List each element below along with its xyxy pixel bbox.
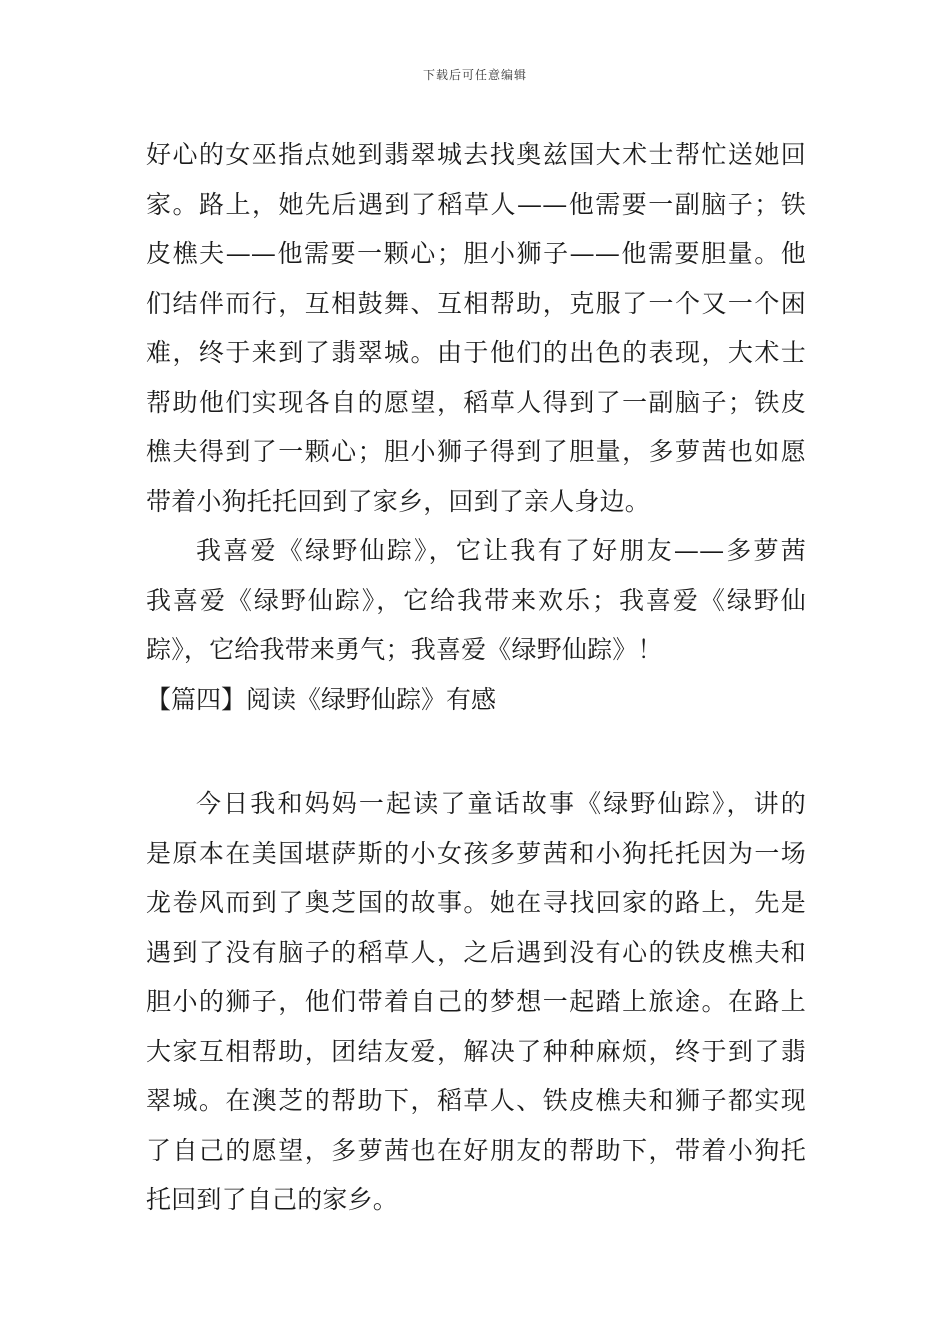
section-heading: 【篇四】阅读《绿野仙踪》有感 (146, 684, 497, 714)
text-line: 皮樵夫——他需要一颗心；胆小狮子——他需要胆量。他 (146, 239, 806, 268)
text-line: 帮助他们实现各自的愿望，稻草人得到了一副脑子；铁皮 (146, 387, 806, 417)
text-line: 了自己的愿望，多萝茜也在好朋友的帮助下，带着小狗托 (146, 1135, 806, 1165)
blank-space (146, 724, 806, 779)
document-body (146, 130, 806, 1225)
text-line: 我喜爱《绿野仙踪》，它给我带来欢乐；我喜爱《绿野仙 (146, 585, 806, 615)
text-line: 龙卷风而到了奥芝国的故事。她在寻找回家的路上，先是 (146, 888, 806, 917)
text-line: 好心的女巫指点她到翡翠城去找奥兹国大术士帮忙送她回 (146, 140, 806, 169)
text-line: 带着小狗托托回到了家乡，回到了亲人身边。 (146, 486, 651, 516)
text-line: 胆小的狮子，他们带着自己的梦想一起踏上旅途。在路上 (146, 987, 806, 1016)
text-line: 我喜爱《绿野仙踪》，它让我有了好朋友——多萝茜 (196, 536, 806, 565)
paragraph-story-summary (146, 130, 806, 526)
text-line: 们结伴而行，互相鼓舞、互相帮助，克服了一个又一个困 (146, 288, 806, 318)
text-line: 遇到了没有脑子的稻草人，之后遇到没有心的铁皮樵夫和 (146, 937, 806, 967)
paragraph-reading-reflection (146, 779, 806, 1225)
text-line: 大家互相帮助，团结友爱，解决了种种麻烦，终于到了翡 (146, 1036, 806, 1066)
text-line: 家。路上，她先后遇到了稻草人——他需要一副脑子；铁 (146, 189, 806, 219)
text-line: 踪》，它给我带来勇气；我喜爱《绿野仙踪》！ (146, 635, 663, 664)
text-line: 托回到了自己的家乡。 (146, 1185, 399, 1214)
page-header: 下载后可任意编辑 (422, 68, 527, 82)
text-line: 今日我和妈妈一起读了童话故事《绿野仙踪》，讲的 (196, 789, 806, 818)
text-line: 是原本在美国堪萨斯的小女孩多萝茜和小狗托托因为一场 (146, 838, 806, 868)
text-line: 樵夫得到了一颗心；胆小狮子得到了胆量，多萝茜也如愿 (146, 437, 806, 466)
text-line: 难，终于来到了翡翠城。由于他们的出色的表现，大术士 (146, 338, 806, 367)
text-line: 翠城。在澳芝的帮助下，稻草人、铁皮樵夫和狮子都实现 (146, 1086, 806, 1115)
paragraph-conclusion (146, 526, 806, 675)
